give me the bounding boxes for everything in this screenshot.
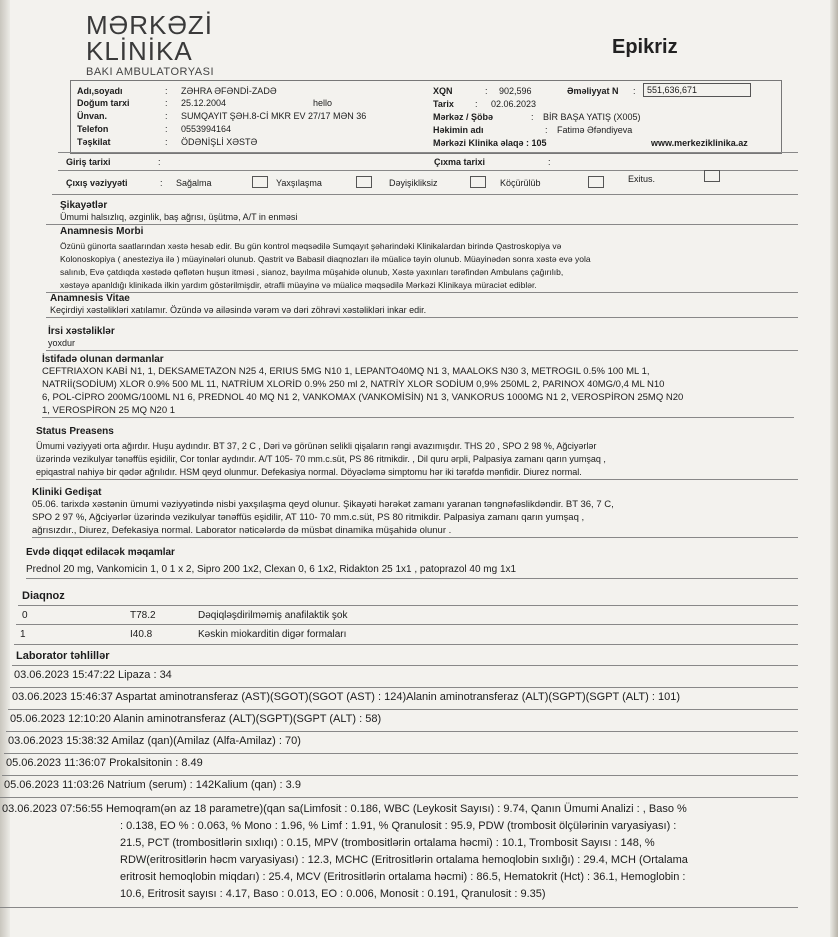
doctor-name: Fatimə Əfəndiyeva [557, 125, 633, 135]
drugs-text: CEFTRIAXON KABİ N1, 1, DEKSAMETAZON N25 4, ERIUS 5MG N10 1, LEPANTO40MQ N1 3, MAALOKS N30 3, METROGIL 0.5% 100 ML 1, NATRİİ(SODİUM) XLOR 0.9% 500 ML 11, NATRİUM XLORİD 0.9% 250 ml 2, NATRİY XLOR SODİUM 0,9% 250ML 2, PARINOX 40MG/0,4 ML N10 6, POL-CİPRO 200MG/100ML N1 6, PREDNOL 40 MQ N1 2, VANKOMAX (VANKOMİSİN) N1 3, VANKORUS 1000MG N1 2, VEROSPİRON 25MQ N20 1, VEROSPİRON 25 MQ N20 1 [42, 366, 684, 416]
diagnosis-number: 0 [22, 610, 28, 621]
section-title: Anamnesis Morbi [60, 226, 144, 237]
divider [58, 152, 798, 153]
logo-line-1: MƏRKƏZİ [86, 10, 214, 40]
checkbox [470, 176, 486, 188]
name-label: Adı,soyadı [77, 86, 123, 96]
address: SUMQAYIT ŞƏH.8-Cİ MKR EV 27/17 MƏN 36 [181, 111, 367, 121]
drugs-section [42, 354, 794, 418]
operation-number: 551,636,671 [643, 83, 751, 97]
lab-result-row: 03.06.2023 15:38:32 Amilaz (qan)(Amilaz (Alfa-Amilaz) : 70) [8, 735, 301, 747]
exit-option: Dəyişikliksiz [389, 178, 438, 188]
course-section [32, 487, 798, 538]
checkbox [704, 170, 720, 182]
course-text: 05.06. tarixdə xəstənin ümumi vəziyyətində nisbi yaxşılaşma qeyd olunur. Şikayəti hərəkət zamanı yaranan təngnəfəslikdəndir. BT 36, 7 C, SPO 2 97 %, Ağciyərlər üzərində vezikulyar tənəffüs eşidilir, AT 110- 70 mm.c.süt, PS 80 ritmikdir. Palpasiya zamanı qarın yumşaq , ağrısızdır., Diurez, Defekasiya normal. Laborator nəticələrdə də müsbət dinamika müşahidə olunur . [32, 499, 614, 536]
section-title: İrsi xəstəliklər [48, 326, 115, 337]
anamnesis-vitae-section [46, 293, 798, 318]
divider [10, 687, 798, 688]
exit-status-label: Çıxış vəziyyəti [66, 178, 128, 188]
lab-result-row: 05.06.2023 12:10:20 Alanin aminotransferaz (ALT)(SGPT)(SGPT (ALT) : 58) [10, 713, 382, 725]
xqn-value: 902,596 [499, 86, 532, 96]
divider [4, 753, 798, 754]
hemogram-result: 03.06.2023 07:56:55 Hemoqram(ən az 18 parametre)(qan sa(Limfosit : 0.186, WBC (Leykosit Sayısı) : 9.74, Qanın Ümumi Analizi : , Baso % : 0.138, EO % : 0.063, % Mono : 1.96, % Limf : 1.91, % Qranulosit : 95.9, PDW (trombosit ölçülərinin varyasiyası) : 21.5, PCT (trombositlərin sıxlıqı) : 0.15, MPV (trombositlərin ortalama həcmi) : 10.1, Trombosit Sayısı : 148, % RDW(eritrositlərin həcm varyasiyası) : 12.3, MCHC (Eritrositlərin ortalama hemoqlobin sıxlığı) : 29.4, MCH (Ortalama eritrosit hemoqlobin miqdarı) : 25.4, MCV (Eritrositlərin ortalama həcmi) : 86.5, Hematokrit (Hct) : 36.1, Hemoglobin : 10.6, Eritrosit sayısı : 4.17, Baso : 0.013, EO : 0.006, Monosit : 0.191, Qranulosit : 9.35) [2, 803, 688, 900]
anamnesis-morbi-section [46, 226, 798, 293]
hereditary-text: yoxdur [48, 338, 76, 348]
diagnosis-text: Kəskin miokarditin digər formaları [198, 629, 347, 640]
website: www.merkeziklinika.az [651, 138, 748, 148]
divider [2, 775, 798, 776]
status-text: Ümumi vəziyyəti orta ağırdır. Huşu aydındır. BT 37, 2 C , Dəri və görünən selikli qişaların rəngi avazımışdır. THS 20 , SPO 2 98 %, Ağciyərlər üzərində vezikulyar tənəffüs eşidilir, Cor tonlar aydındır. A/T 105- 70 mm.c.süt, PS 86 ritmikdir. , Dil quru ərpli, Palpasiya zamanı qarın yumşaq , epiqastral nahiyə bir qədər ağrılıdır. HSM qeyd olunmur. Defekasiya normal. Döyəcləmə simptomu hər iki tərəfdə mənfidir. Diurez normal. [36, 441, 606, 477]
status-section [36, 426, 798, 480]
anamnesis-vitae-text: Keçirdiyi xəstəlikləri xatılamır. Özündə və ailəsində vərəm və dəri zöhrəvi xəstəlikləri inkar edir. [50, 305, 427, 315]
dept-label: Mərkəz / Şöbə [433, 112, 494, 122]
section-title: İstifadə olunan dərmanlar [42, 354, 164, 365]
organization: ÖDƏNİŞLİ XƏSTƏ [181, 137, 258, 147]
exit-option: Sağalma [176, 178, 212, 188]
section-title: Status Preasens [36, 426, 114, 437]
patient-info-box: Adı,soyadı : ZƏHRA ƏFƏNDİ-ZADƏ Doğum tarxi : 25.12.2004 hello Ünvan. : SUMQAYIT ŞƏH.8-Cİ MKR EV 27/17 MƏN 36 Telefon : 0553994164 Təşkilat : ÖDƏNİŞLİ XƏSTƏ XQN : 902,596 Əməliyyat N : 551,636,671 Tarix : 02.06.2023 Mərkəz / Şöbə : BİR BAŞA YATIŞ (X005) Həkimin adı : Fatimə Əfəndiyeva Mərkəzi Klinika əlaqə : 105 www.merkeziklinika.az [70, 80, 782, 154]
divider [18, 605, 798, 606]
complaints-text: Ümumi halsızlıq, əzginlik, baş ağrısı, üşütmə, A/T in enməsi [60, 212, 298, 222]
logo-line-3: BAKI AMBULATORYASI [86, 66, 215, 78]
exit-option: Yaxşılaşma [276, 178, 322, 188]
divider [14, 644, 798, 645]
phone: 0553994164 [181, 124, 232, 134]
date-label: Tarix [433, 99, 454, 109]
birth-date: 25.12.2004 [181, 98, 227, 108]
diagnosis-code: T78.2 [130, 610, 156, 621]
entry-date-label: Giriş tarixi [66, 157, 111, 167]
divider [8, 709, 798, 710]
lab-result-row: 03.06.2023 15:47:22 Lipaza : 34 [14, 669, 172, 681]
checkbox [588, 176, 604, 188]
divider [58, 170, 798, 171]
exit-option: Köçürülüb [500, 178, 541, 188]
birth-label: Doğum tarxi [77, 98, 130, 108]
xqn-label: XQN [433, 86, 453, 96]
complaints-section [46, 200, 798, 225]
divider [0, 797, 798, 798]
lab-result-row: 05.06.2023 11:03:26 Natrium (serum) : 142Kalium (qan) : 3.9 [4, 779, 301, 791]
phone-label: Telefon [77, 124, 109, 134]
department: BİR BAŞA YATIŞ (X005) [543, 112, 641, 122]
hereditary-section [46, 326, 798, 351]
logo-line-2: KLİNİKA [86, 36, 193, 66]
lab-result-row: 05.06.2023 11:36:07 Prokalsitonin : 8.49 [6, 757, 203, 769]
diagnosis-text: Dəqiqləşdirilməmiş anafilaktik şok [198, 610, 348, 621]
lab-title: Laborator təhlillər [16, 650, 110, 662]
home-care-section [26, 547, 798, 579]
patient-name: ZƏHRA ƏFƏNDİ-ZADƏ [181, 86, 277, 96]
diagnosis-section [22, 590, 798, 602]
diagnosis-number: 1 [20, 629, 26, 640]
exit-option: Exitus. [628, 174, 656, 184]
contact-label: Mərkəzi Klinika əlaqə : 105 [433, 138, 547, 148]
document-date: 02.06.2023 [491, 99, 537, 109]
section-title: Şikayətlər [60, 200, 108, 211]
checkbox [356, 176, 372, 188]
divider [52, 194, 798, 195]
handwritten-note: hello [313, 98, 333, 108]
section-title: Diaqnoz [22, 590, 65, 602]
divider [0, 907, 798, 908]
home-care-text: Prednol 20 mg, Vankomicin 1, 0 1 x 2, Sipro 200 1x2, Clexan 0, 6 1x2, Ridakton 25 1x1 , patoprazol 40 mg 1x1 [26, 564, 517, 575]
document-title: Epikriz [612, 36, 678, 58]
section-title: Kliniki Gedişat [32, 487, 102, 498]
document-page: MƏRKƏZİ KLİNİKA BAKI AMBULATORYASI Epikriz Adı,soyadı : ZƏHRA ƏFƏNDİ-ZADƏ Doğum tarxi : 25.12.2004 hello Ünvan. : SUMQAYIT ŞƏH.8-Cİ MKR EV 27/17 MƏN 36 Telefon : 0553994164 Təşkilat : ÖDƏNİŞLİ XƏSTƏ XQN : 902,596 Əməliyyat N : 551,636,671 Tarix : 02.06.2023 Mərkəz / Şöbə : BİR BAŞA YATIŞ (X005) Həkimin adı : Fatimə Əfəndiyeva Mərkəzi Klinika əlaqə : 105 www.merkeziklinika.az Giriş tarixi : Çıxma tarixi : Çıxış vəziyyəti : Sağalma Yaxşılaşma Dəyişikliksiz Köçürülüb Exitus. Şikayətlər Ümumi halsızlıq, əzginlik, baş ağrısı, üşütmə, A/T in enməsi Anamnesis Morbi Özünü günorta saatlarından xəstə hesab edir. Bu gün kontrol məqsədilə Sumqayıt şəharindəki Klinikalardan birində Qastroskopiya və Kolonoskopiya ( anesteziya ilə ) müayinələri olunub. Qastrit və Babasil diaqnozları ilə müalicə təyin olunub. Müayinədən sonra xəstə evə yola salınıb, Evə çatdıqda xəstədə qəflətən huşun itməsi , sianoz, bayılma müşahidə olunub, Xəstə yaxınları tərəfindən Ambulans çağırılıb, xəstəyə apanldığı klinikada ilkin yardım göstərilmişdir, ətrafli müayinə və müalicə məqsədilə Mərkəzi Klinikaya müraciət ediblər. Anamnesis Vitae Keçirdiyi xəstəlikləri xatılamır. Özündə və ailəsində vərəm və dəri zöhrəvi xəstəlikləri inkar edir. İrsi xəstəliklər yoxdur İstifadə olunan dərmanlar CEFTRIAXON KABİ N1, 1, DEKSAMETAZON N25 4, ERIUS 5MG N10 1, LEPANTO40MQ N1 3, MAALOKS N30 3, METROGIL 0.5% 100 ML 1, NATRİİ(SODİUM) XLOR 0.9% 500 ML 11, NATRİUM XLORİD 0.9% 250 ml 2, NATRİY XLOR SODİUM 0,9% 250ML 2, PARINOX 40MG/0,4 ML N10 6, POL-CİPRO 200MG/100ML N1 6, PREDNOL 40 MQ N1 2, VANKOMAX (VANKOMİSİN) N1 3, VANKORUS 1000MG N1 2, VEROSPİRON 25MQ N20 1, VEROSPİRON 25 MQ N20 1 Status Preasens Ümumi vəziyyəti orta ağırdır. Huşu aydındır. BT 37, 2 C , Dəri və görünən selikli qişaların rəngi avazımışdır. THS 20 , SPO 2 98 %, Ağciyərlər üzərində vezikulyar tənəffüs eşidilir, Cor tonlar aydındır. A/T 105- 70 mm.c.süt, PS 86 ritmikdir. , Dil quru ərpli, Palpasiya zamanı qarın yumşaq , epiqastral nahiyə bir qədər ağrılıdır. HSM qeyd olunmur. Defekasiya normal. Döyəcləmə simptomu hər iki tərəfdə mənfidir. Diurez normal. Kliniki Gedişat 05.06. tarixdə xəstənin ümumi vəziyyətində nisbi yaxşılaşma qeyd olunur. Şikayəti hərəkət zamanı yaranan təngnəfəslikdəndir. BT 36, 7 C, SPO 2 97 %, Ağciyərlər üzərində vezikulyar tənəffüs eşidilir, AT 110- 70 mm.c.süt, PS 80 ritmikdir. Palpasiya zamanı qarın yumşaq , ağrısızdır., Diurez, Defekasiya normal. Laborator nəticələrdə də müsbət dinamika müşahidə olunur . Evdə diqqət edilacək məqamlar Prednol 20 mg, Vankomicin 1, 0 1 x 2, Sipro 200 1x2, Clexan 0, 6 1x2, Ridakton 25 1x1 , patoprazol 40 mg 1x1 Diaqnoz 0 T78.2 Dəqiqləşdirilməmiş anafilaktik şok 1 I40.8 Kəskin miokarditin digər formaları Laborator təhlillər 03.06.2023 15:47:22 Lipaza : 34 03.06.2023 15:46:37 Aspartat aminotransferaz (AST)(SGOT)(SGOT (AST) : 124)Alanin aminotransferaz (ALT)(SGPT)(SGPT (ALT) : 101) 05.06.2023 12:10:20 Alanin aminotransferaz (ALT)(SGPT)(SGPT (ALT) : 58) 03.06.2023 15:38:32 Amilaz (qan)(Amilaz (Alfa-Amilaz) : 70) 05.06.2023 11:36:07 Prokalsitonin : 8.49 05.06.2023 11:03:26 Natrium (serum) : 142Kalium (qan) : 3.9 03.06.2023 07:56:55 Hemoqram(ən az 18 parametre)(qan sa(Limfosit : 0.186, WBC (Leykosit Sayısı) : 9.74, Qanın Ümumi Analizi : , Baso % : 0.138, EO % : 0.063, % Mono : 1.96, % Limf : 1.91, % Qranulosit : 95.9, PDW (trombosit ölçülərinin varyasiyası) : 21.5, PCT (trombositlərin sıxlıqı) : 0.15, MPV (trombositlərin ortalama həcmi) : 10.1, Trombosit Sayısı : 148, % RDW(eritrositlərin həcm varyasiyası) : 12.3, MCHC (Eritrositlərin ortalama hemoqlobin sıxlığı) : 29.4, MCH (Ortalama eritrosit hemoqlobin miqdarı) : 25.4, MCV (Eritrositlərin ortalama həcmi) : 86.5, Hematokrit (Hct) : 36.1, Hemoglobin : 10.6, Eritrosit sayısı : 4.17, Baso : 0.013, EO : 0.006, Monosit : 0.191, Qranulosit : 9.35) [0, 0, 838, 937]
address-label: Ünvan. [77, 111, 108, 121]
doctor-label: Həkimin adı [433, 125, 484, 135]
checkbox [252, 176, 268, 188]
diagnosis-code: I40.8 [130, 629, 153, 640]
section-title: Anamnesis Vitae [50, 293, 130, 304]
section-title: Evdə diqqət edilacək məqamlar [26, 547, 175, 558]
page-edge-right [830, 0, 838, 937]
divider [6, 731, 798, 732]
operation-label: Əməliyyat N [567, 86, 619, 96]
divider [16, 624, 798, 625]
anamnesis-morbi-text: Özünü günorta saatlarından xəstə hesab edir. Bu gün kontrol məqsədilə Sumqayıt şəharindəki Klinikalardan birində Qastroskopiya və Kolonoskopiya ( anesteziya ilə ) müayinələri olunub. Qastrit və Babasil diaqnozları ilə müalicə təyin olunub. Müayinədən sonra xəstə evə yola salınıb, Evə çatdıqda xəstədə qəflətən huşun itməsi , sianoz, bayılma müşahidə olunub, Xəstə yaxınları tərəfindən Ambulans çağırılıb, xəstəyə apanldığı klinikada ilkin yardım göstərilmişdir, ətrafli müayinə və müalicə məqsədilə Mərkəzi Klinikaya müraciət ediblər. [60, 241, 591, 290]
divider [12, 665, 798, 666]
org-label: Təşkilat [77, 137, 111, 147]
exit-date-label: Çıxma tarixi [434, 157, 486, 167]
clinic-logo [86, 12, 214, 78]
lab-result-row: 03.06.2023 15:46:37 Aspartat aminotransferaz (AST)(SGOT)(SGOT (AST) : 124)Alanin aminotransferaz (ALT)(SGPT)(SGPT (ALT) : 101) [12, 691, 680, 703]
